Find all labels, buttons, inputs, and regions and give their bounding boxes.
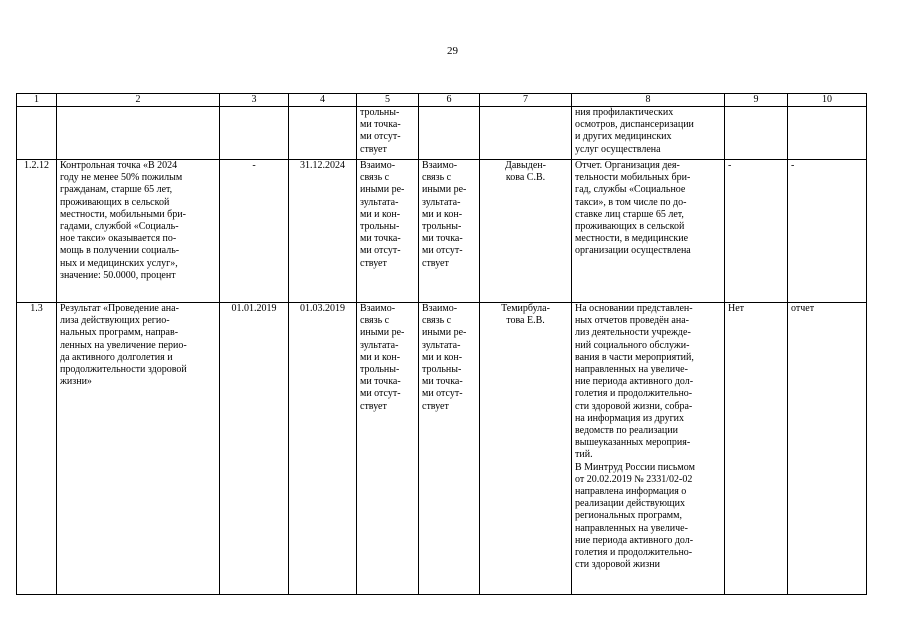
row-col10 bbox=[788, 107, 867, 160]
row-responsible: Темирбула- това Е.В. bbox=[480, 303, 572, 595]
row-number: 1.3 bbox=[17, 303, 57, 595]
column-header: 1 bbox=[17, 94, 57, 107]
row-relation-5: Взаимо- связь с иными ре- зультата- ми и кон- трольны- ми точка- ми отсут- ствует bbox=[357, 160, 419, 303]
row-description: Контрольная точка «В 2024 году не менее 50% пожилым гражданам, старше 65 лет, проживающих в сельской местности, мобильными бри- гадами, службой «Социаль- ное такси» оказывается по- мощь в получении социаль- ных и медицинских услуг», значение: 50.0000, процент bbox=[57, 160, 220, 303]
row-end-date bbox=[289, 107, 357, 160]
row-relation-5: Взаимо- связь с иными ре- зультата- ми и кон- трольны- ми точка- ми отсут- ствует bbox=[357, 303, 419, 595]
row-col9: Нет bbox=[725, 303, 788, 595]
column-header: 7 bbox=[480, 94, 572, 107]
report-table bbox=[16, 93, 867, 595]
row-col10: - bbox=[788, 160, 867, 303]
row-col10: отчет bbox=[788, 303, 867, 595]
page-number: 29 bbox=[447, 45, 458, 57]
row-start-date: - bbox=[220, 160, 289, 303]
column-header: 6 bbox=[419, 94, 480, 107]
row-end-date: 01.03.2019 bbox=[289, 303, 357, 595]
row-number bbox=[17, 107, 57, 160]
column-header: 3 bbox=[220, 94, 289, 107]
row-start-date bbox=[220, 107, 289, 160]
row-col9 bbox=[725, 107, 788, 160]
column-header: 2 bbox=[57, 94, 220, 107]
table-row bbox=[17, 160, 867, 303]
row-end-date: 31.12.2024 bbox=[289, 160, 357, 303]
column-header: 10 bbox=[788, 94, 867, 107]
row-relation-5: трольны- ми точка- ми отсут- ствует bbox=[357, 107, 419, 160]
column-header: 5 bbox=[357, 94, 419, 107]
table-row bbox=[17, 303, 867, 595]
column-header: 4 bbox=[289, 94, 357, 107]
row-number: 1.2.12 bbox=[17, 160, 57, 303]
row-description bbox=[57, 107, 220, 160]
row-result: На основании представлен- ных отчетов проведён ана- лиз деятельности учрежде- ний социального обслужи- вания в части мероприятий, направленных на увеличе- ние периода активного дол- голетия и продолжительно- сти здоровой жизни, собра- на информация из других ведомств по реализации вышеуказанных мероприя- тий. В Минтруд России письмом от 20.02.2019 № 2331/02-02 направлена информация о реализации действующих региональных программ, направленных на увеличе- ние периода активного дол- голетия и продолжительно- сти здоровой жизни bbox=[572, 303, 725, 595]
row-relation-6: Взаимо- связь с иными ре- зультата- ми и кон- трольны- ми точка- ми отсут- ствует bbox=[419, 303, 480, 595]
column-header: 8 bbox=[572, 94, 725, 107]
row-relation-6: Взаимо- связь с иными ре- зультата- ми и кон- трольны- ми точка- ми отсут- ствует bbox=[419, 160, 480, 303]
row-result: ния профилактических осмотров, диспансеризации и других медицинских услуг осуществлена bbox=[572, 107, 725, 160]
row-start-date: 01.01.2019 bbox=[220, 303, 289, 595]
row-col9: - bbox=[725, 160, 788, 303]
row-relation-6 bbox=[419, 107, 480, 160]
row-responsible: Давыден- кова С.В. bbox=[480, 160, 572, 303]
row-responsible bbox=[480, 107, 572, 160]
row-result: Отчет. Организация дея- тельности мобильных бри- гад, службы «Социальное такси», в том числе по до- ставке лиц старше 65 лет, проживающих в сельской местности, в медицинские организации осуществлена bbox=[572, 160, 725, 303]
column-header: 9 bbox=[725, 94, 788, 107]
header-row bbox=[17, 94, 867, 107]
table-row bbox=[17, 107, 867, 160]
row-description: Результат «Проведение ана- лиза действующих регио- нальных программ, направ- ленных на увеличение перио- да активного долголетия и продолжительности здоровой жизни» bbox=[57, 303, 220, 595]
